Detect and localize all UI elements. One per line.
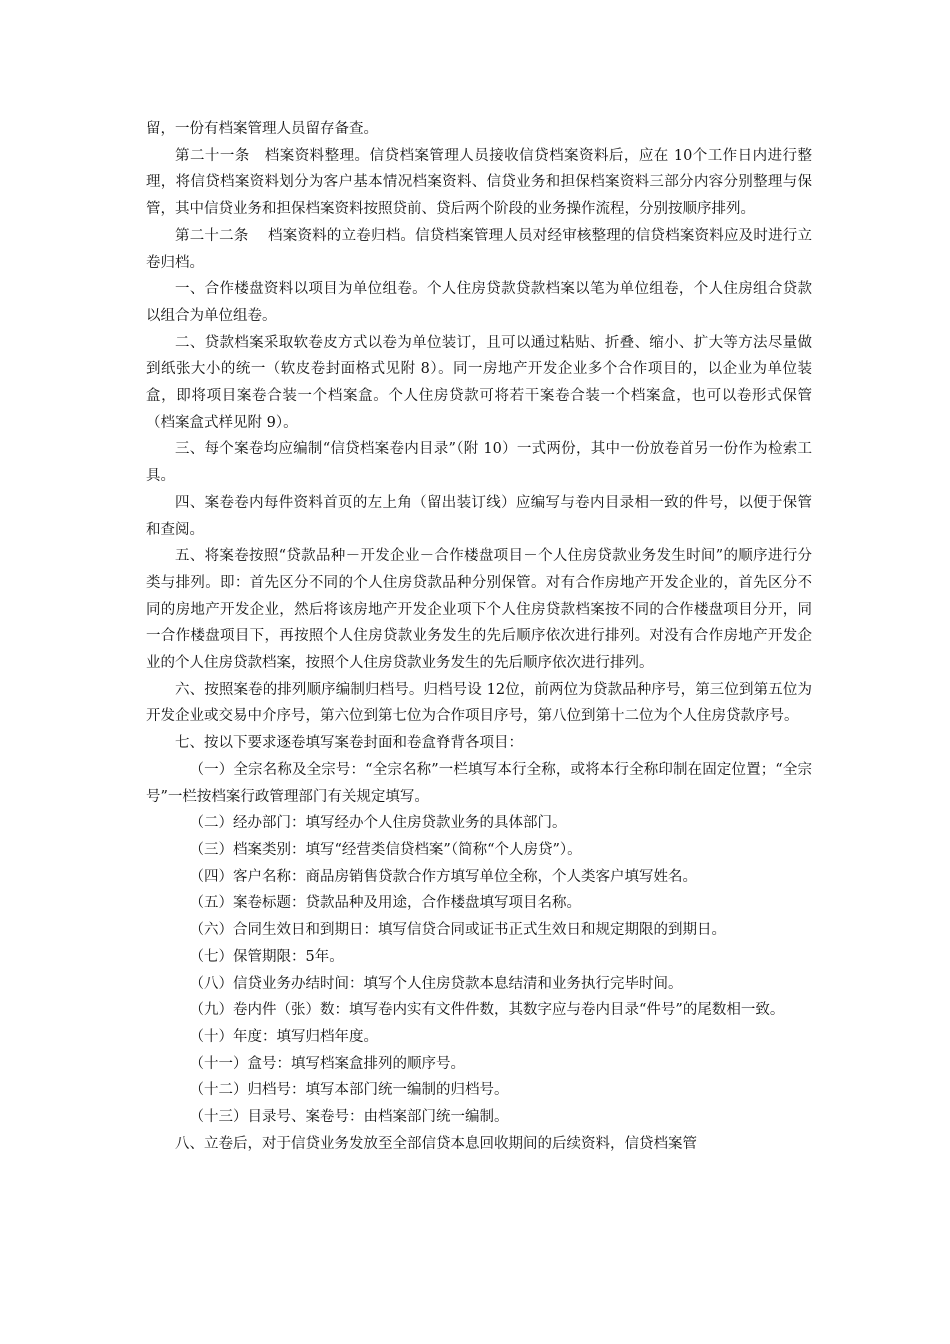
paragraph-item-4: 四、案卷卷内每件资料首页的左上角（留出装订线）应编写与卷内目录相一致的件号，以便于保管和查阅。 [146, 494, 812, 538]
paragraph-subitem-11: （十一）盒号：填写档案盒排列的顺序号。 [189, 1055, 465, 1072]
paragraph-subitem-1: （一）全宗名称及全宗号：“全宗名称”一栏填写本行全称，或将本行全称印制在固定位置；“全宗号”一栏按档案行政管理部门有关规定填写。 [146, 761, 812, 805]
paragraph-item-7: 七、按以下要求逐卷填写案卷封面和卷盒脊背各项目： [175, 735, 523, 752]
paragraph-item-5: 五、将案卷按照“贷款品种－开发企业－合作楼盘项目－个人住房贷款业务发生时间”的顺序进行分类与排列。即：首先区分不同的个人住房贷款品种分别保管。对有合作房地产开发企业的，首先区分不同的房地产开发企业，然后将该房地产开发企业项下个人住房贷款档案按不同的合作楼盘项目分开，同一合作楼盘项目下，再按照个人住房贷款业务发生的先后顺序依次进行排列。对没有合作房地产开发企业的个人住房贷款档案，按照个人住房贷款业务发生的先后顺序依次进行排列。 [146, 548, 812, 672]
paragraph-subitem-9: （九）卷内件（张）数：填写卷内实有文件件数，其数字应与卷内目录“件号”的尾数相一致。 [189, 1002, 785, 1019]
paragraph-subitem-12: （十二）归档号：填写本部门统一编制的归档号。 [189, 1082, 509, 1099]
paragraph-article-21: 第二十一条 档案资料整理。信贷档案管理人员接收信贷档案资料后，应在 10个工作日内进行整理，将信贷档案资料划分为客户基本情况档案资料、信贷业务和担保档案资料三部分内容分别整理与保管，其中信贷业务和担保档案资料按照贷前、贷后两个阶段的业务操作流程，分别按顺序排列。 [146, 147, 812, 218]
paragraph-item-8: 八、立卷后，对于信贷业务发放至全部信贷本息回收期间的后续资料，信贷档案管 [175, 1135, 697, 1152]
paragraph-subitem-4: （四）客户名称：商品房销售贷款合作方填写单位全称，个人类客户填写姓名。 [189, 868, 697, 885]
paragraph-subitem-6: （六）合同生效日和到期日：填写信贷合同或证书正式生效日和规定期限的到期日。 [189, 922, 726, 939]
paragraph-article-22: 第二十二条 档案资料的立卷归档。信贷档案管理人员对经审核整理的信贷档案资料应及时进行立卷归档。 [146, 227, 812, 271]
paragraph-item-6: 六、按照案卷的排列顺序编制归档号。归档号设 12位，前两位为贷款品种序号，第三位到第五位为开发企业或交易中介序号，第六位到第七位为合作项目序号，第八位到第十二位为个人住房贷款序号。 [146, 681, 812, 725]
paragraph-subitem-13: （十三）目录号、案卷号：由档案部门统一编制。 [189, 1109, 509, 1126]
paragraph-subitem-2: （二）经办部门：填写经办个人住房贷款业务的具体部门。 [189, 815, 567, 832]
paragraph-subitem-7: （七）保管期限：5年。 [189, 948, 344, 965]
paragraph-subitem-10: （十）年度：填写归档年度。 [189, 1028, 378, 1045]
paragraph-retention-note: 留，一份有档案管理人员留存备查。 [146, 121, 378, 137]
paragraph-subitem-8: （八）信贷业务办结时间：填写个人住房贷款本息结清和业务执行完毕时间。 [189, 975, 683, 992]
paragraph-subitem-3: （三）档案类别：填写“经营类信贷档案”（简称“个人房贷”）。 [189, 841, 582, 858]
paragraph-subitem-5: （五）案卷标题：贷款品种及用途，合作楼盘填写项目名称。 [189, 895, 581, 912]
document-page [146, 116, 812, 1157]
paragraph-item-3: 三、每个案卷均应编制“信贷档案卷内目录”（附 10）一式两份，其中一份放卷首另一份作为检索工具。 [146, 441, 812, 485]
paragraph-item-2: 二、贷款档案采取软卷皮方式以卷为单位装订，且可以通过粘贴、折叠、缩小、扩大等方法尽量做到纸张大小的统一（软皮卷封面格式见附 8）。同一房地产开发企业多个合作项目的，以企业为单位装盒，即将项目案卷合装一个档案盒。个人住房贷款可将若干案卷合装一个档案盒，也可以卷形式保管（档案盒式样见附 9）。 [146, 334, 812, 431]
paragraph-item-1: 一、合作楼盘资料以项目为单位组卷。个人住房贷款贷款档案以笔为单位组卷，个人住房组合贷款以组合为单位组卷。 [146, 281, 812, 324]
